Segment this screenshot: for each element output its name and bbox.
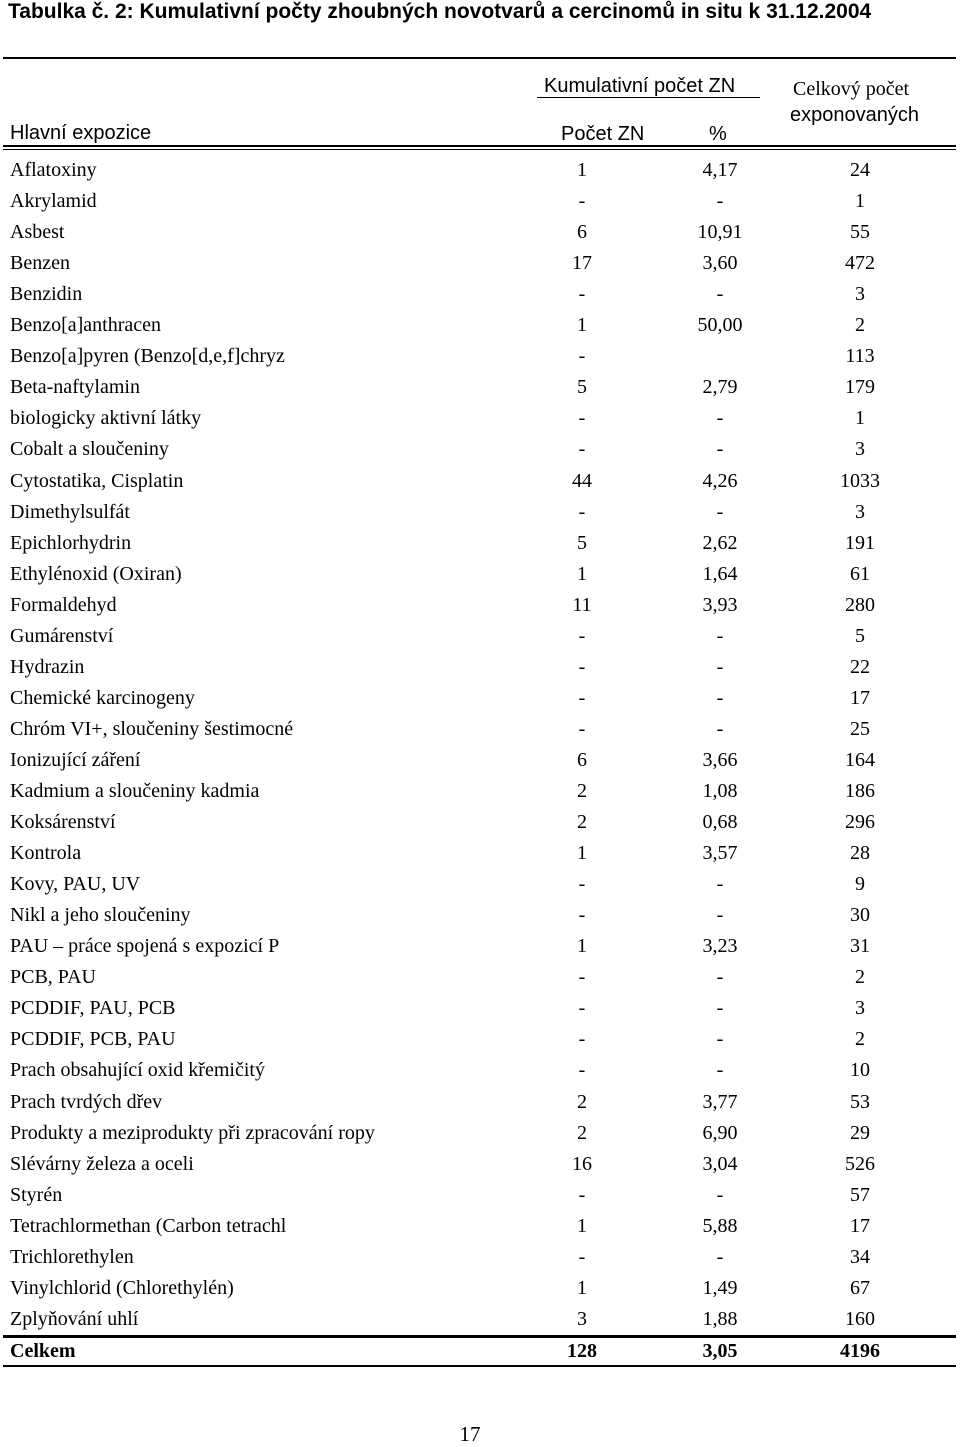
row-exposure-name: Ethylénoxid (Oxiran) (10, 562, 182, 585)
table-row (0, 1211, 960, 1242)
table-row (0, 1024, 960, 1055)
row-exposure-name: Vinylchlorid (Chlorethylén) (10, 1276, 234, 1299)
row-count: - (578, 997, 586, 1020)
row-total-exposed: 17 (850, 686, 870, 709)
row-total-exposed: 9 (855, 873, 865, 896)
table-row (0, 1273, 960, 1304)
row-exposure-name: Benzo[a]anthracen (10, 314, 162, 337)
total-count: 128 (567, 1340, 597, 1362)
row-exposure-name: Hydrazin (10, 655, 85, 678)
column-header-total-line2: exponovaných (790, 104, 919, 126)
table-row (0, 993, 960, 1024)
row-total-exposed: 61 (850, 562, 870, 585)
row-count: - (578, 407, 586, 430)
row-total-exposed: 31 (850, 935, 870, 958)
table-row (0, 1087, 960, 1118)
row-count: - (578, 345, 586, 368)
row-exposure-name: Formaldehyd (10, 593, 117, 616)
row-exposure-name: Kontrola (10, 842, 82, 865)
row-count: - (578, 500, 586, 523)
row-total-exposed: 280 (845, 593, 875, 616)
row-count: - (578, 1059, 586, 1082)
row-total-exposed: 28 (850, 842, 870, 865)
row-pct: 3,93 (702, 593, 738, 616)
row-count: - (578, 655, 586, 678)
row-total-exposed: 5 (855, 624, 865, 647)
row-pct: - (716, 873, 724, 896)
row-total-exposed: 179 (845, 376, 875, 399)
table-row (0, 217, 960, 248)
row-count: 3 (577, 1307, 587, 1330)
header-bottom-rule-second (3, 149, 956, 150)
row-total-exposed: 160 (845, 1307, 875, 1330)
row-count: 5 (577, 376, 587, 399)
row-total-exposed: 2 (855, 1028, 865, 1051)
row-exposure-name: Benzo[a]pyren (Benzo[d,e,f]chryz (10, 345, 285, 368)
row-total-exposed: 1033 (840, 469, 880, 492)
row-pct: 1,08 (702, 780, 738, 802)
row-total-exposed: 164 (845, 748, 875, 771)
row-pct: 3,66 (702, 748, 738, 771)
row-total-exposed: 24 (850, 159, 870, 181)
row-exposure-name: Prach tvrdých dřev (10, 1090, 163, 1113)
row-exposure-name: Ionizující záření (10, 748, 141, 771)
row-exposure-name: Gumárenství (10, 624, 114, 647)
row-total-exposed: 22 (850, 655, 870, 678)
row-pct: - (716, 283, 724, 306)
row-total-exposed: 3 (855, 438, 865, 461)
row-exposure-name: Slévárny železa a oceli (10, 1152, 194, 1175)
column-header-total-line1: Celkový počet (793, 78, 910, 100)
row-count: 1 (577, 159, 587, 181)
row-pct: 4,26 (702, 469, 738, 492)
row-exposure-name: Zplyňování uhlí (10, 1307, 139, 1330)
row-pct: 0,68 (702, 811, 738, 834)
row-exposure-name: Kovy, PAU, UV (10, 873, 141, 896)
row-total-exposed: 3 (855, 500, 865, 523)
row-exposure-name: Cytostatika, Cisplatin (10, 469, 184, 492)
row-total-exposed: 30 (850, 904, 870, 927)
table-row (0, 931, 960, 962)
row-pct: - (716, 997, 724, 1020)
row-pct: 1,88 (702, 1307, 738, 1330)
row-exposure-name: Styrén (10, 1183, 63, 1206)
row-pct: 2,62 (702, 531, 738, 554)
row-count: - (578, 624, 586, 647)
row-total-exposed: 67 (850, 1276, 870, 1299)
row-total-exposed: 113 (845, 345, 875, 368)
row-count: 2 (577, 1090, 587, 1113)
row-total-exposed: 526 (845, 1152, 875, 1175)
column-header-pct: % (709, 123, 727, 145)
table-row (0, 279, 960, 310)
table-row (0, 310, 960, 341)
row-exposure-name: Kadmium a sloučeniny kadmia (10, 780, 260, 802)
total-row (0, 1336, 960, 1367)
row-count: - (578, 904, 586, 927)
table-row (0, 1242, 960, 1273)
row-total-exposed: 34 (850, 1245, 870, 1268)
row-exposure-name: PCDDIF, PAU, PCB (10, 997, 176, 1020)
table-row (0, 714, 960, 745)
row-count: 2 (577, 1121, 587, 1144)
row-exposure-name: Chemické karcinogeny (10, 686, 195, 709)
row-total-exposed: 186 (845, 780, 875, 802)
row-total-exposed: 1 (855, 190, 865, 213)
row-pct: 5,88 (702, 1214, 738, 1237)
row-pct: 3,04 (702, 1152, 738, 1175)
row-total-exposed: 191 (845, 531, 875, 554)
row-count: 1 (577, 562, 587, 585)
table-row (0, 869, 960, 900)
row-pct: 10,91 (697, 221, 743, 244)
table-row (0, 186, 960, 217)
row-total-exposed: 1 (855, 407, 865, 430)
row-exposure-name: PAU – práce spojená s expozicí P (10, 935, 280, 958)
row-exposure-name: Beta-naftylamin (10, 376, 140, 399)
row-count: 44 (572, 469, 592, 492)
row-pct: - (716, 190, 724, 213)
row-pct: 50,00 (697, 314, 743, 337)
table-row (0, 590, 960, 621)
table-row (0, 838, 960, 869)
row-pct: - (716, 686, 724, 709)
table-row (0, 1304, 960, 1335)
row-count: - (578, 873, 586, 896)
row-exposure-name: PCB, PAU (10, 966, 96, 989)
row-total-exposed: 53 (850, 1090, 870, 1113)
row-count: - (578, 190, 586, 213)
table-title: Tabulka č. 2: Kumulativní počty zhoubných novotvarů a cercinomů in situ k 31.12.2004 (8, 0, 872, 23)
row-pct: 3,60 (702, 252, 738, 275)
row-exposure-name: Nikl a jeho sloučeniny (10, 904, 191, 927)
row-pct: 1,64 (702, 562, 738, 585)
row-total-exposed: 2 (855, 966, 865, 989)
row-exposure-name: Aflatoxiny (10, 159, 97, 181)
row-count: - (578, 1028, 586, 1051)
row-pct: - (716, 1028, 724, 1051)
page-number: 17 (459, 1422, 481, 1446)
row-count: 5 (577, 531, 587, 554)
row-count: 16 (572, 1152, 592, 1175)
row-pct: 6,90 (702, 1121, 738, 1144)
row-total-exposed: 17 (850, 1214, 870, 1237)
column-header-exposure: Hlavní expozice (10, 122, 152, 144)
row-count: 11 (572, 593, 592, 616)
row-pct: - (716, 500, 724, 523)
row-total-exposed: 3 (855, 283, 865, 306)
row-exposure-name: Cobalt a sloučeniny (10, 438, 169, 461)
total-exposed: 4196 (840, 1340, 880, 1362)
row-exposure-name: Epichlorhydrin (10, 531, 132, 554)
row-pct: - (716, 1245, 724, 1268)
row-pct: - (716, 655, 724, 678)
row-count: 1 (577, 1276, 587, 1299)
row-count: 17 (572, 252, 592, 275)
row-pct: 1,49 (702, 1276, 738, 1299)
row-count: - (578, 283, 586, 306)
table-row (0, 807, 960, 838)
table-bottom-rule (3, 1365, 956, 1367)
table-row (0, 652, 960, 683)
column-header-count: Počet ZN (561, 123, 645, 145)
row-total-exposed: 55 (850, 221, 870, 244)
table-row (0, 1180, 960, 1211)
row-count: - (578, 1245, 586, 1268)
row-count: 2 (577, 780, 587, 802)
row-exposure-name: Benzidin (10, 283, 83, 306)
group-header-label: Kumulativní počet ZN (544, 75, 736, 97)
row-pct: - (716, 407, 724, 430)
table-row (0, 1055, 960, 1086)
row-count: 6 (577, 748, 587, 771)
row-exposure-name: Prach obsahující oxid křemičitý (10, 1059, 265, 1082)
header-top-rule (3, 57, 956, 59)
row-total-exposed: 25 (850, 717, 870, 740)
table-row (0, 900, 960, 931)
row-count: 1 (577, 314, 587, 337)
total-pct: 3,05 (702, 1340, 738, 1362)
row-exposure-name: Dimethylsulfát (10, 500, 130, 523)
table-row (0, 962, 960, 993)
row-total-exposed: 3 (855, 997, 865, 1020)
table-row (0, 466, 960, 497)
table-row (0, 621, 960, 652)
row-pct: 4,17 (702, 159, 738, 181)
row-count: 1 (577, 1214, 587, 1237)
row-count: - (578, 686, 586, 709)
row-total-exposed: 2 (855, 314, 865, 337)
row-exposure-name: biologicky aktivní látky (10, 407, 202, 430)
row-total-exposed: 29 (850, 1121, 870, 1144)
row-count: 1 (577, 935, 587, 958)
row-count: - (578, 1183, 586, 1206)
row-pct: - (716, 1183, 724, 1206)
row-pct: - (716, 1059, 724, 1082)
row-exposure-name: Asbest (10, 221, 65, 244)
row-total-exposed: 472 (845, 252, 875, 275)
table-row (0, 776, 960, 807)
row-pct: 3,23 (702, 935, 738, 958)
row-pct: - (716, 717, 724, 740)
total-label: Celkem (10, 1340, 76, 1362)
table-row (0, 155, 960, 186)
row-total-exposed: 10 (850, 1059, 870, 1082)
row-count: - (578, 438, 586, 461)
row-exposure-name: Benzen (10, 252, 70, 275)
table-row (0, 528, 960, 559)
row-pct: - (716, 966, 724, 989)
table-row (0, 403, 960, 434)
row-pct: - (716, 904, 724, 927)
table-row (0, 372, 960, 403)
table-row (0, 434, 960, 465)
row-exposure-name: Koksárenství (10, 811, 116, 834)
header-bottom-rule (3, 145, 956, 147)
table-row (0, 341, 960, 372)
row-exposure-name: Chróm VI+, sloučeniny šestimocné (10, 717, 294, 740)
row-count: - (578, 966, 586, 989)
row-pct: 3,57 (702, 842, 738, 865)
row-exposure-name: Tetrachlormethan (Carbon tetrachl (10, 1214, 287, 1237)
row-exposure-name: Akrylamid (10, 190, 97, 213)
row-exposure-name: Produkty a meziprodukty při zpracování ropy (10, 1121, 375, 1144)
row-pct: 2,79 (702, 376, 738, 399)
row-count: 1 (577, 842, 587, 865)
table-row (0, 248, 960, 279)
row-count: 6 (577, 221, 587, 244)
table-row (0, 683, 960, 714)
table-row (0, 1149, 960, 1180)
row-exposure-name: PCDDIF, PCB, PAU (10, 1028, 176, 1051)
row-pct: 3,77 (702, 1090, 738, 1113)
table-row (0, 1118, 960, 1149)
row-pct: - (716, 438, 724, 461)
row-total-exposed: 296 (845, 811, 875, 834)
row-exposure-name: Trichlorethylen (10, 1245, 134, 1268)
row-total-exposed: 57 (850, 1183, 870, 1206)
row-pct: - (716, 624, 724, 647)
row-count: - (578, 717, 586, 740)
table-row (0, 559, 960, 590)
table-row (0, 497, 960, 528)
table-row (0, 745, 960, 776)
row-count: 2 (577, 811, 587, 834)
